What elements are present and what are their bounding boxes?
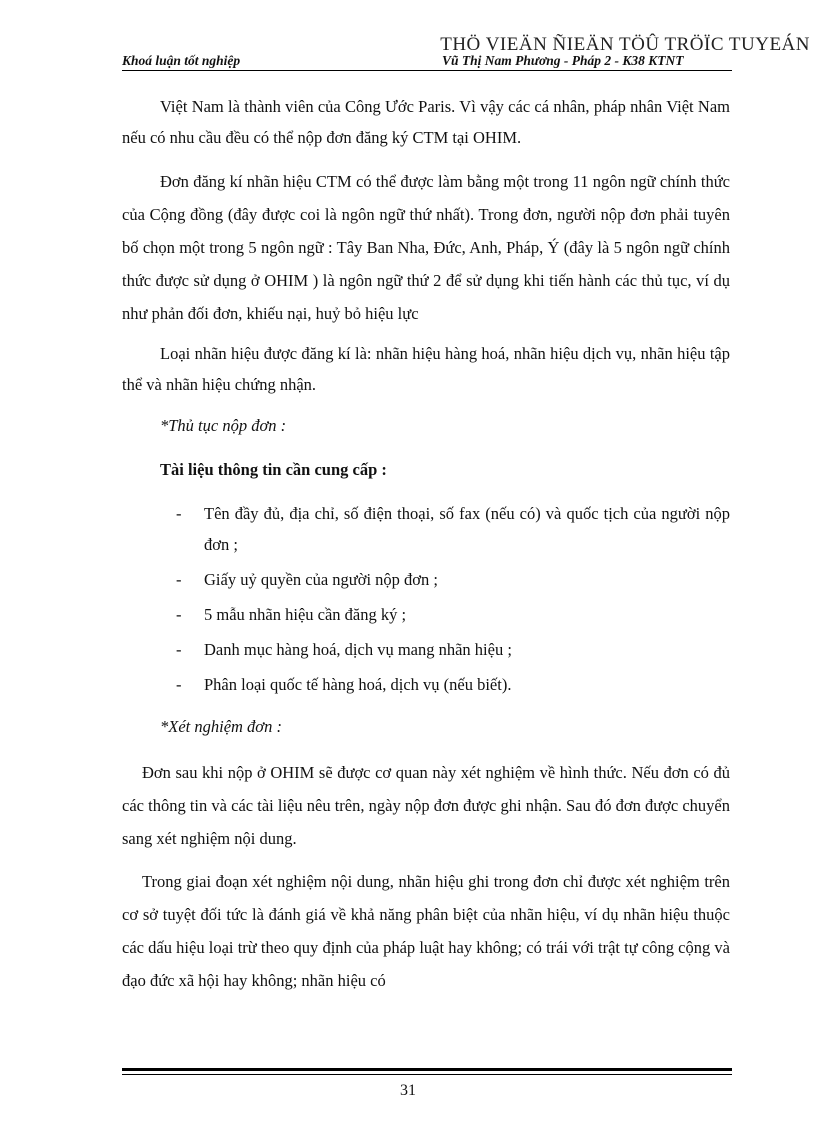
header-thesis-title: Khoá luận tốt nghiệp bbox=[122, 53, 241, 68]
footer-rule-thick bbox=[122, 1068, 732, 1071]
list-item bbox=[122, 498, 730, 560]
bullet-dash: - bbox=[176, 640, 182, 659]
list-item-text: Phân loại quốc tế hàng hoá, dịch vụ (nếu biết). bbox=[204, 675, 512, 694]
paragraph-formal-examination: Đơn sau khi nộp ở OHIM sẽ được cơ quan này xét nghiệm về hình thức. Nếu đơn có đủ các thông tin và các tài liệu nêu trên, ngày nộp đơn được ghi nhận. Sau đó đơn được chuyển sang xét nghiệm nội dung. bbox=[122, 763, 730, 848]
paragraph-languages: Đơn đăng kí nhãn hiệu CTM có thể được làm bằng một trong 11 ngôn ngữ chính thức của Cộng đồng (đây được coi là ngôn ngữ thứ nhất). Trong đơn, người nộp đơn phải tuyên bố chọn một trong 5 ngôn ngữ : Tây Ban Nha, Đức, Anh, Pháp, Ý (đây là 5 ngôn ngữ chính thức được sử dụng ở OHIM ) là ngôn ngữ thứ 2 để sử dụng khi tiến hành các thủ tục, ví dụ như phản đối đơn, khiếu nại, huỷ bỏ hiệu lực bbox=[122, 172, 730, 323]
header-rule bbox=[122, 70, 732, 71]
list-item-text: Giấy uỷ quyền của người nộp đơn ; bbox=[204, 570, 438, 589]
list-item-text: 5 mẫu nhãn hiệu cần đăng ký ; bbox=[204, 605, 407, 624]
documents-heading: Tài liệu thông tin cần cung cấp : bbox=[160, 460, 387, 479]
list-item-text: Tên đầy đủ, địa chỉ, số điện thoại, số fax (nếu có) và quốc tịch của người nộp đơn ; bbox=[204, 504, 730, 554]
page-body bbox=[122, 91, 730, 997]
paragraph-trademark-types: Loại nhãn hiệu được đăng kí là: nhãn hiệu hàng hoá, nhãn hiệu dịch vụ, nhãn hiệu tập thể và nhãn hiệu chứng nhận. bbox=[122, 344, 730, 394]
page-number: 31 bbox=[400, 1082, 416, 1099]
examination-heading: *Xét nghiệm đơn : bbox=[160, 717, 282, 736]
library-watermark: THÖ VIEÄN ÑIEÄN TÖÛ TRÖÏC TUYEÁN bbox=[440, 34, 810, 55]
bullet-dash: - bbox=[176, 605, 182, 624]
list-item bbox=[122, 564, 730, 595]
procedure-heading: *Thủ tục nộp đơn : bbox=[160, 416, 287, 435]
bullet-dash: - bbox=[176, 570, 182, 589]
paragraph-paris-convention: Việt Nam là thành viên của Công Ước Paris. Vì vậy các cá nhân, pháp nhân Việt Nam nếu có nhu cầu đều có thể nộp đơn đăng ký CTM tại OHIM. bbox=[122, 97, 730, 147]
documents-list bbox=[122, 498, 730, 700]
bullet-dash: - bbox=[176, 504, 182, 523]
paragraph-substantive-examination: Trong giai đoạn xét nghiệm nội dung, nhãn hiệu ghi trong đơn chỉ được xét nghiệm trên cơ sở tuyệt đối tức là đánh giá về khả năng phân biệt của nhãn hiệu, ví dụ nhãn hiệu thuộc các dấu hiệu loại trừ theo quy định của pháp luật hay không; có trái với trật tự công cộng và đạo đức xã hội hay không; nhãn hiệu có bbox=[122, 872, 730, 990]
list-item-text: Danh mục hàng hoá, dịch vụ mang nhãn hiệu ; bbox=[204, 640, 512, 659]
footer-rule-thin bbox=[122, 1074, 732, 1075]
list-item bbox=[122, 634, 730, 665]
header-author-info: Vũ Thị Nam Phương - Pháp 2 - K38 KTNT bbox=[442, 53, 684, 68]
list-item bbox=[122, 669, 730, 700]
bullet-dash: - bbox=[176, 675, 182, 694]
list-item bbox=[122, 599, 730, 630]
